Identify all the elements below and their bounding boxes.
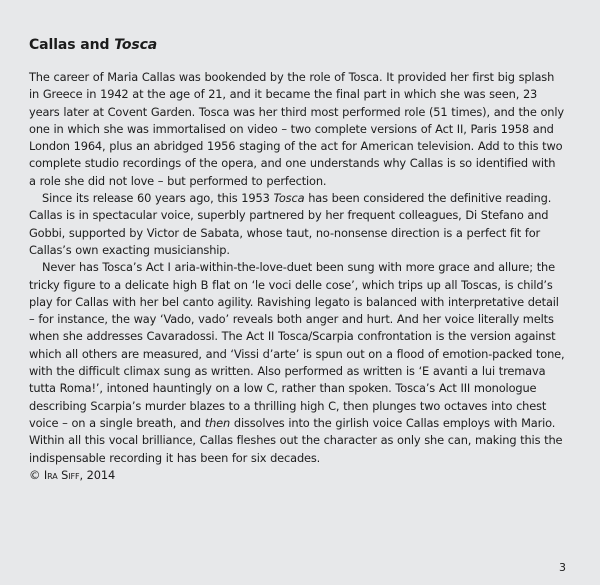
article (29, 37, 565, 484)
copyright-year: 2014 (86, 467, 116, 482)
paragraph-text: Never has Tosca’s Act I aria-within-the-love-duet been sung with more grace and allure; the tricky figure to a delicate high B flat on ‘le voci delle cose’, which trips up all Toscas, is child’s play for Callas with her bel canto agility. Ravishing legato is balanced with interpretative detail – for instance, the way ‘Vado, vado’ reveals both anger and hurt. And her voice literally melts when she addresses Cavaradossi. The Act II Tosca/Scarpia confrontation is the version against which all others are measured, and ‘Vissi d’arte’ is spun out on a flood of emotion-packed tone, with the difficult climax sung as written. Also performed as written is ‘E avanti a lui tremava tutta Roma!’, intoned hauntingly on a low C, rather than spoken. Tosca’s Act III monologue describing Scarpia’s murder blazes to a thrilling high C, then plunges two octaves into chest voice – on a single breath, and (29, 260, 565, 430)
article-heading (29, 37, 565, 53)
paragraph-2 (29, 190, 565, 259)
paragraph-text: Since its release 60 years ago, this 1953 (42, 191, 274, 206)
heading-text: Callas and (29, 37, 115, 53)
italic-title: then (204, 415, 231, 430)
paragraph-3 (29, 259, 565, 467)
paragraph-text: has been considered the definitive reading. Callas is in spectacular voice, superbly partnered by her frequent colleagues, Di Stefano and Gobbi, supported by Victor de Sabata, whose taut, no-nonsense direction is a perfect fit for Callas’s own exacting musicianship. (29, 191, 552, 257)
paragraph-text: The career of Maria Callas was bookended by the role of Tosca. It provided her first big splash in Greece in 1942 at the age of 21, and it became the final part in which she was seen, 23 years later at Covent Garden. Tosca was her third most performed role (51 times), and the only one in which she was immortalised on video – two complete versions of Act II, Paris 1958 and London 1964, plus an abridged 1956 staging of the act for American television. Add to this two complete studio recordings of the opera, and one understands why Callas is so identified with a role she did not love – but performed to perfection. (29, 70, 564, 188)
page-number: 3 (559, 561, 566, 574)
italic-title: Tosca (273, 191, 305, 206)
copyright-symbol: © (29, 467, 41, 482)
heading-italic-title: Tosca (114, 37, 158, 53)
copyright-author: Ira Siff (43, 467, 80, 482)
paragraph-1 (29, 69, 565, 190)
copyright-line: © Ira Siff, 2014 (29, 467, 116, 482)
paragraph-text: dissolves into the girlish voice Callas employs with Mario. Within all this vocal brilliance, Callas fleshes out the character as only she can, making this the indispensable recording it has been for six decades. (29, 415, 563, 465)
